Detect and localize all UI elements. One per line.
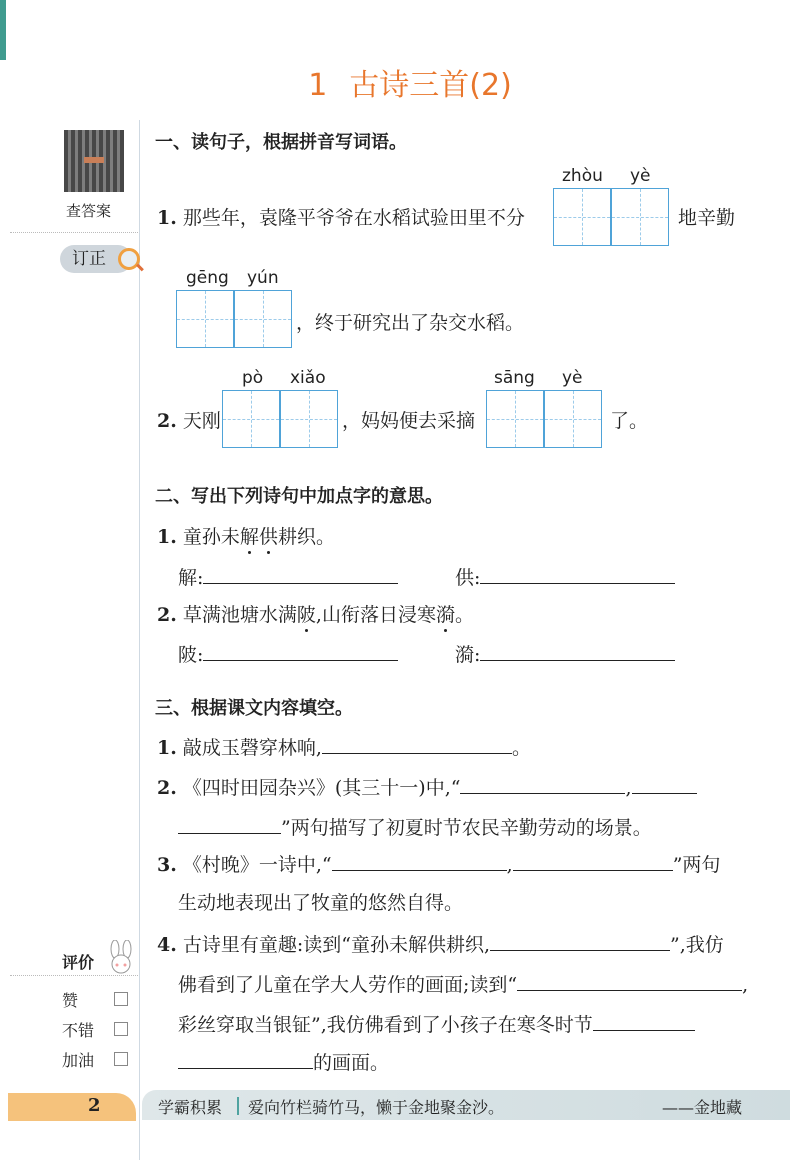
- dotted-char: 解: [239, 526, 259, 548]
- section3-heading: 三、根据课文内容填空。: [155, 698, 353, 719]
- writing-box[interactable]: [222, 390, 280, 448]
- writing-box[interactable]: [553, 188, 611, 246]
- q-text: ,山衔落日浸寒: [315, 604, 436, 626]
- q-text: 天刚: [182, 410, 221, 432]
- eval-option-label: 不错: [62, 1021, 95, 1040]
- page-number-tab: [8, 1093, 136, 1121]
- answer-label: 解:: [178, 567, 204, 589]
- qr-label: 查答案: [66, 202, 112, 220]
- answer-blank[interactable]: [178, 1050, 313, 1069]
- section1-heading: 一、读句子，根据拼音写词语。: [155, 132, 407, 153]
- q-number: 4.: [157, 934, 177, 956]
- answer-blank[interactable]: [632, 775, 697, 794]
- eval-checkbox[interactable]: [114, 1022, 128, 1036]
- footer-author: ——金地藏: [662, 1098, 743, 1117]
- writing-box[interactable]: [176, 290, 234, 348]
- q-text: 《四时田园杂兴》(其三十一)中,“: [182, 777, 461, 799]
- lesson-number: 1: [308, 68, 328, 103]
- answer-blank[interactable]: [332, 852, 507, 871]
- page-title: [0, 60, 790, 104]
- correction-badge: 订正: [60, 245, 132, 273]
- lesson-title: 古诗三首(2): [349, 68, 512, 103]
- q-text: ”两句描写了初夏时节农民辛勤劳动的场景。: [281, 817, 652, 839]
- answer-row: [455, 640, 675, 667]
- answer-blank[interactable]: [322, 735, 512, 754]
- writing-box[interactable]: [544, 390, 602, 448]
- q-text: ”,我仿: [670, 934, 724, 956]
- eval-label: 评价: [62, 953, 95, 972]
- q-text: ，终于研究出了杂交水稻。: [296, 312, 525, 334]
- q-text: 的画面。: [313, 1052, 390, 1074]
- pinyin: zhòu: [562, 166, 603, 186]
- q-number: 1.: [157, 207, 177, 229]
- answer-blank[interactable]: [460, 775, 625, 794]
- q-text: ，妈妈便去采摘: [342, 410, 476, 432]
- q-text: 佛看到了儿童在学大人劳作的画面;读到“: [178, 974, 518, 996]
- divider: [10, 232, 138, 233]
- q-text: ,: [742, 974, 749, 996]
- q-text: ,: [625, 777, 632, 799]
- q-text: ”两句: [672, 854, 721, 876]
- q-text: 敲成玉磬穿林响,: [182, 737, 322, 759]
- q-text: ,: [506, 854, 513, 876]
- q-text: 那些年，袁隆平爷爷在水稻试验田里不分: [182, 207, 525, 229]
- footer-quote: 爱向竹栏骑竹马，懒于金地聚金沙。: [248, 1098, 505, 1117]
- pinyin: yè: [562, 368, 583, 388]
- page-edge-bar: [0, 0, 6, 60]
- section2-heading: 二、写出下列诗句中加点字的意思。: [155, 486, 443, 507]
- s3-q4-line4: [178, 1048, 389, 1075]
- page-number: 2: [88, 1095, 101, 1116]
- answer-blank[interactable]: [480, 565, 675, 584]
- writing-box[interactable]: [486, 390, 544, 448]
- dotted-char: 供: [258, 526, 278, 548]
- q-number: 1.: [157, 737, 177, 759]
- answer-row: [455, 563, 675, 590]
- q-number: 3.: [157, 854, 177, 876]
- s1-q2-line: [157, 406, 221, 433]
- q-text: 生动地表现出了牧童的悠然自得。: [178, 892, 464, 914]
- s3-q3: [157, 850, 720, 877]
- answer-blank[interactable]: [480, 642, 675, 661]
- answer-blank[interactable]: [513, 852, 673, 871]
- pinyin: pò: [242, 368, 264, 388]
- writing-box[interactable]: [234, 290, 292, 348]
- answer-blank[interactable]: [203, 642, 398, 661]
- q-text: 耕织。: [277, 526, 335, 548]
- answer-blank[interactable]: [490, 932, 670, 951]
- q-text: 童孙未: [182, 526, 240, 548]
- q-text: 。: [454, 604, 474, 626]
- answer-row: [178, 640, 398, 667]
- s3-q1: [157, 733, 531, 760]
- s1-q1-line1: [157, 203, 525, 230]
- footer-separator: [237, 1097, 239, 1115]
- answer-blank[interactable]: [517, 972, 742, 991]
- answer-blank[interactable]: [178, 815, 281, 834]
- q-text: 。: [511, 737, 531, 759]
- s3-q4-line2: [178, 970, 748, 997]
- pinyin: xiǎo: [290, 368, 326, 388]
- answer-row: [178, 563, 398, 590]
- magnifier-icon: [118, 248, 140, 270]
- q-number: 2.: [157, 777, 177, 799]
- s3-q4-line3: [178, 1010, 695, 1037]
- eval-checkbox[interactable]: [114, 992, 128, 1006]
- answer-blank[interactable]: [203, 565, 398, 584]
- s2-q2: [157, 600, 474, 627]
- dotted-char: 漪: [435, 604, 455, 626]
- writing-box[interactable]: [611, 188, 669, 246]
- answer-label: 漪:: [455, 644, 481, 666]
- margin-divider: [139, 120, 140, 1160]
- eval-option-label: 加油: [62, 1051, 95, 1070]
- q-number: 2.: [157, 604, 177, 626]
- q-text: 草满池塘水满: [182, 604, 297, 626]
- q-text: 地辛勤: [678, 207, 736, 229]
- q-text: 《村晚》一诗中,“: [182, 854, 332, 876]
- qr-code-icon[interactable]: [64, 130, 124, 192]
- dotted-char: 陂: [296, 604, 316, 626]
- answer-label: 陂:: [178, 644, 204, 666]
- eval-option-label: 赞: [62, 991, 79, 1010]
- q-number: 1.: [157, 526, 177, 548]
- eval-checkbox[interactable]: [114, 1052, 128, 1066]
- s3-q2-cont: [178, 813, 652, 840]
- s2-q1: [157, 522, 335, 549]
- pinyin: gēng: [186, 268, 229, 288]
- writing-box[interactable]: [280, 390, 338, 448]
- pinyin: sāng: [494, 368, 535, 388]
- q-text: 古诗里有童趣:读到“童孙未解供耕织,: [182, 934, 491, 956]
- pinyin: yè: [630, 166, 651, 186]
- q-number: 2.: [157, 410, 177, 432]
- divider: [10, 975, 138, 976]
- answer-label: 供:: [455, 567, 481, 589]
- bunny-icon: [106, 940, 136, 974]
- answer-blank[interactable]: [593, 1012, 695, 1031]
- footer-label: 学霸积累: [158, 1098, 223, 1117]
- q-text: 了。: [610, 410, 649, 432]
- pinyin: yún: [247, 268, 279, 288]
- s3-q4: [157, 930, 724, 957]
- q-text: 彩丝穿取当银钲”,我仿佛看到了小孩子在寒冬时节: [178, 1014, 593, 1036]
- s3-q2: [157, 773, 697, 800]
